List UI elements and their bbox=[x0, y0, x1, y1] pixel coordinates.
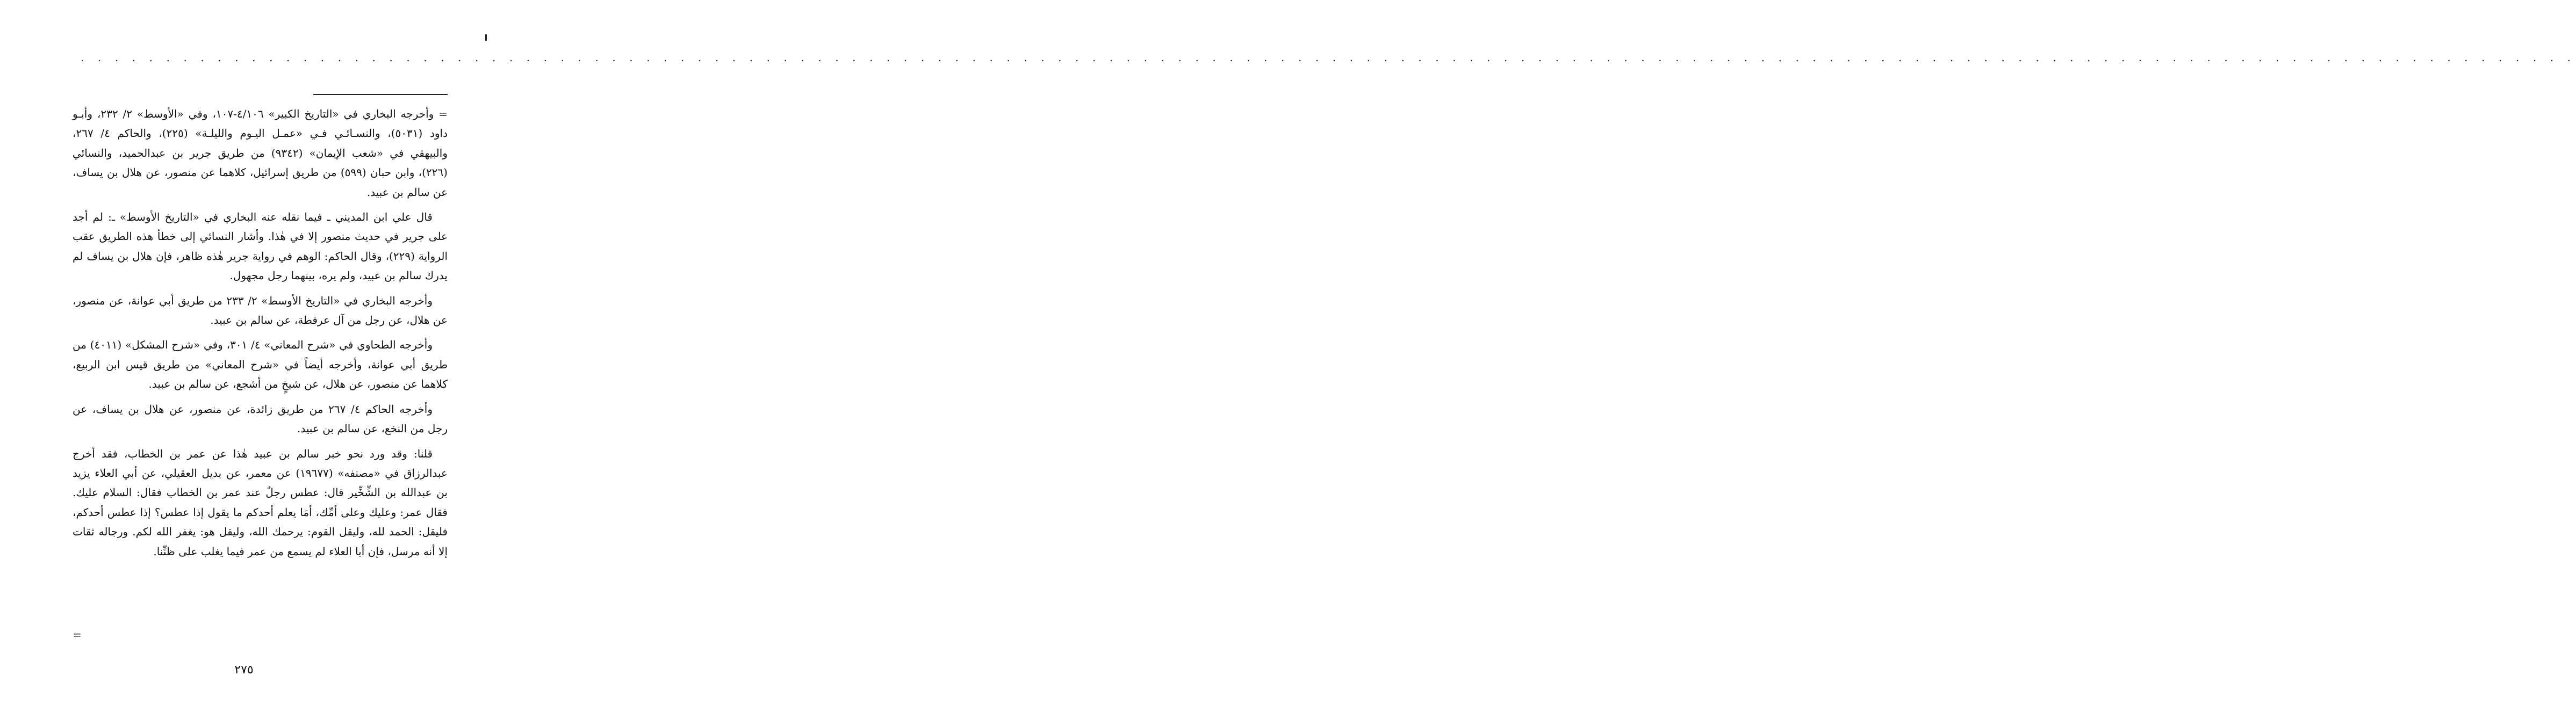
paragraph: وأخرجه الحاكم ٤/ ٢٦٧ من طريق زائدة، عن منصور، عن هلال بن يساف، عن رجل من النخع، عن سالم بن عبيد. bbox=[73, 402, 448, 435]
footnote-text bbox=[73, 104, 448, 567]
paragraph: وأخرجه الطحاوي في «شرح المعاني» ٤/ ٣٠١، وفي «شرح المشكل» (٤٠١١) من طريق أبي عوانة، وأخرجه أيضاً في «شرح المعاني» من طريق قيس ابن الربيع، كلاهما عن منصور، عن هلال، عن شيخٍ من أشجع، عن سالم بن عبيد. bbox=[73, 338, 448, 391]
paragraph: وأخرجه البخاري في «التاريخ الأوسط» ٢/ ٢٣٣ من طريق أبي عوانة، عن منصور، عن هلال، عن رجل من آل عرفطة، عن سالم بن عبيد. bbox=[73, 294, 448, 327]
paragraph: قال علي ابن المديني ـ فيما نقله عنه البخاري في «التاريخ الأوسط» ـ: لم أجد على جرير في حديث منصور إلا في هٰذا. وأشار النسائي إلى خطأ هذه الطريق عقب الرواية (٢٢٩)، وقال الحاكم: الوهم في رواية جرير هٰذه ظاهر، فإن هلال بن يساف لم يدرك سالم بن عبيد، ولم يره، بينهما رجل مجهول. bbox=[73, 210, 448, 282]
paragraph: = وأخرجه البخاري في «التاريخ الكبير» ٤/١٠٦-١٠٧، وفي «الأوسط» ٢/ ٢٣٢، وأبـو داود (٥٠٣١)، والنسـائـي فـي «عمـل اليـوم والليلـة» (٢٢٥)، والحاكم ٤/ ٢٦٧، والبيهقي في «شعب الإيمان» (٩٣٤٢) من طريق جرير بن عبدالحميد، والنسائي (٢٢٦)، وابن حبان (٥٩٩) من طريق إسرائيل، كلاهما عن منصور، عن هلال بن يساف، عن سالم بن عبيد. bbox=[73, 107, 448, 199]
paragraph: قلنا: وقد ورد نحو خبر سالم بن عبيد هٰذا عن عمر بن الخطاب، فقد أخرج عبدالرزاق في «مصنفه» (١٩٦٧٧) عن معمر، عن بديل العقيلي، عن أبي العلاء يزيد بن عبدالله بن الشِّخِّير قال: عطس رجلٌ عند عمر بن الخطاب فقال: السلام عليك. فقال عمر: وعليك وعلى أمِّك، أمَا يعلم أحدكم ما يقول إذا عطس؟ إذا عطس أحدكم، فليقل: الحمد لله، وليقل القوم: يرحمك الله، وليقل هو: يغفر الله لكم. ورجاله ثقات إلا أنه مرسل، فإن أبا العلاء لم يسمع من عمر فيما يغلب على ظنِّنا. bbox=[73, 447, 448, 558]
page-number: ٢٧٥ bbox=[234, 663, 254, 677]
corner-mark bbox=[485, 34, 487, 41]
footnote-separator bbox=[313, 94, 448, 95]
continuation-mark: = bbox=[73, 628, 82, 641]
header-dotted-rule: . . . . . . . . . . . . . . . . . . . . . . . . . . . . . . . . . . . . . . . . . . . . . . . . . . . . . . . . . . . . . . . . . . . . . . . . . . . . . . . . . . . . . . . . . . . . . . . . . . . . . . . . . . . . . . . . . . . . . . . . . . . . . . . . . . . . . . . . . . . . . . . . . . bbox=[81, 51, 2576, 64]
